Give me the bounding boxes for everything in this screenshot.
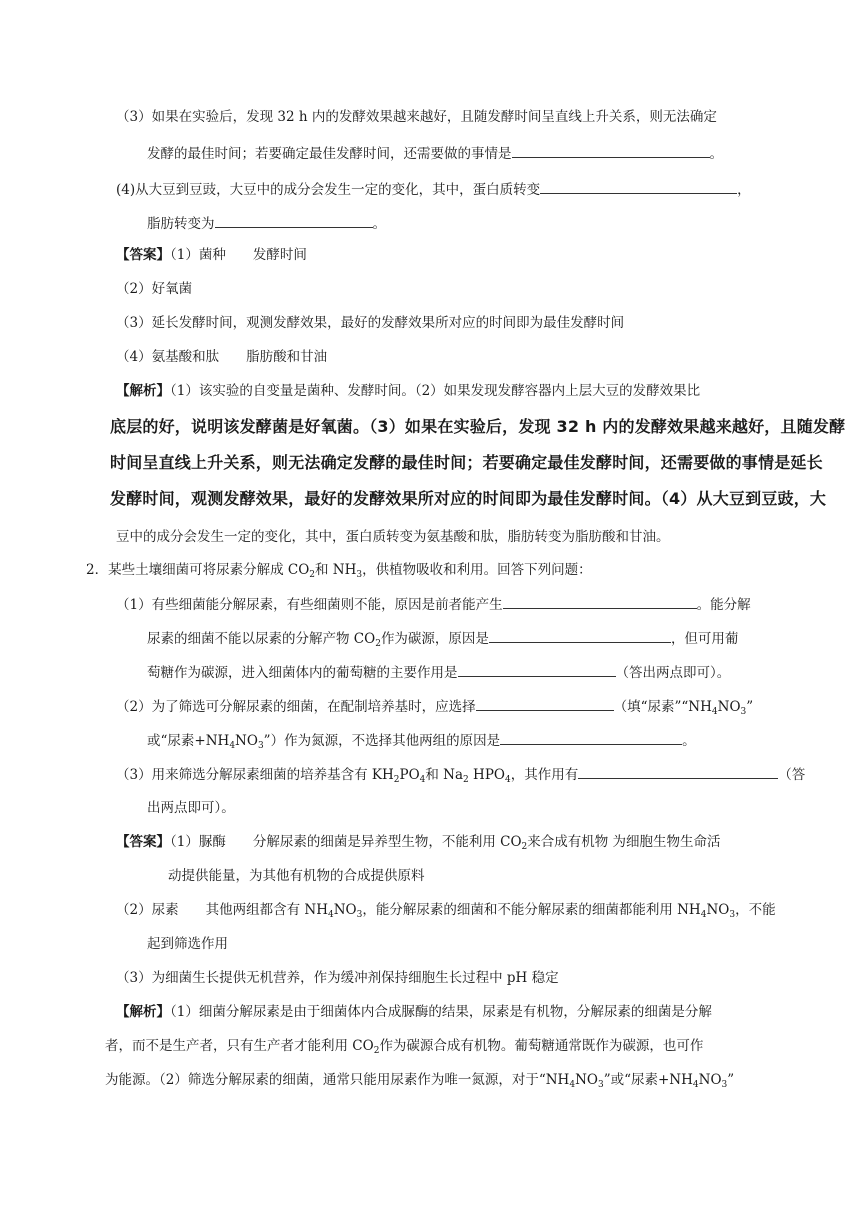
q1-part3-line1: （3）如果在实验后，发现 32 h 内的发酵效果越来越好，且随发酵时间呈直线上升关系，则无法确定 [116, 109, 717, 125]
q2-part2-line1: （2）为了筛选可分解尿素的细菌，在配制培养基时，应选择 （填“尿素$”“NH_4NO_3$” [116, 699, 754, 717]
analysis-label: 【解析】 [116, 383, 170, 399]
analysis-label: 【解析】 [116, 1004, 170, 1020]
answer-blank [215, 214, 373, 228]
answer-blank [458, 663, 616, 677]
q2-analysis-line2: 者，而不是生产者，只有生产者才能利用 $CO_2$作为碳源合成有机物。葡萄糖通常既作为碳源，也可作 [105, 1038, 704, 1056]
answer-blank [540, 180, 737, 194]
q2-answer-line3: （2）尿素 其他两组都含有 $NH_4NO_3$，能分解尿素的细菌和不能分解尿素的细菌都能利用 $NH_4NO_3$，不能 [116, 902, 776, 920]
q2-part3-line1: （3）用来筛选分解尿素细菌的培养基含有 $KH_2PO_4$和 $Na_2$ $HPO_4$，其作用有 （答 [116, 767, 806, 785]
q2-analysis-line1: 【解析】（1）细菌分解尿素是由于细菌体内合成脲酶的结果，尿素是有机物，分解尿素的细菌是分解 [116, 1004, 712, 1020]
q2-stem: 2．某些土壤细菌可将尿素分解成 $CO_2$和 $NH_3$，供植物吸收和利用。回答下列问题： [86, 562, 592, 580]
answer-label: 【答案】 [116, 247, 170, 263]
q2-analysis-line3: 为能源。（2）筛选分解尿素的细菌，通常只能用尿素作为唯一氮源，对于“$NH_4NO_3$”或“尿素$+NH_4NO_3$” [105, 1072, 735, 1090]
q1-answer-line2: （2）好氧菌 [116, 281, 193, 297]
q1-answer-line1: 【答案】（1）菌种 发酵时间 [116, 247, 307, 263]
q1-part4-line2: 脂肪转变为 。 [147, 216, 386, 232]
q2-part2-line2: 或“尿素$+NH_4NO_3$”）作为氮源，不选择其他两组的原因是 。 [147, 733, 696, 751]
answer-blank [476, 697, 614, 711]
q2-part1-line1: （1）有些细菌能分解尿素，有些细菌则不能，原因是前者能产生 。能分解 [116, 597, 751, 613]
q1-analysis-line2: 底层的好，说明该发酵菌是好氧菌。（3）如果在实验后，发现 32 h 内的发酵效果越来越好，且随发酵 [110, 417, 846, 436]
answer-blank [489, 629, 671, 643]
answer-blank [578, 765, 778, 779]
q1-analysis-line5: 豆中的成分会发生一定的变化，其中，蛋白质转变为氨基酸和肽，脂肪转变为脂肪酸和甘油。 [116, 529, 670, 545]
answer-blank [512, 144, 710, 158]
q1-part3-line2: 发酵的最佳时间；若要确定最佳发酵时间，还需要做的事情是 。 [147, 146, 723, 162]
q1-part4-line1: (4)从大豆到豆豉，大豆中的成分会发生一定的变化，其中，蛋白质转变 ， [116, 182, 751, 198]
answer-blank [500, 731, 682, 745]
q1-answer-line4: （4）氨基酸和肽 脂肪酸和甘油 [116, 349, 328, 365]
q2-answer-line5: （3）为细菌生长提供无机营养，作为缓冲剂保持细胞生长过程中 pH 稳定 [116, 970, 559, 986]
q2-part1-line2: 尿素的细菌不能以尿素的分解产物 $CO_2$作为碳源，原因是 ，但可用葡 [147, 631, 739, 649]
answer-label: 【答案】 [116, 834, 170, 850]
q1-analysis-line1: 【解析】（1）该实验的自变量是菌种、发酵时间。（2）如果发现发酵容器内上层大豆的发酵效果比 [116, 383, 701, 399]
q2-answer-line1: 【答案】（1）脲酶 分解尿素的细菌是异养型生物，不能利用 $CO_2$来合成有机物 为细胞生物生命活 [116, 834, 721, 852]
q1-analysis-line3: 时间呈直线上升关系，则无法确定发酵的最佳时间；若要确定最佳发酵时间，还需要做的事情是延长 [110, 453, 823, 472]
q2-answer-line4: 起到筛选作用 [147, 936, 228, 952]
q1-analysis-line4: 发酵时间，观测发酵效果，最好的发酵效果所对应的时间即为最佳发酵时间。（4）从大豆到豆豉，大 [110, 489, 827, 508]
q2-answer-line2: 动提供能量，为其他有机物的合成提供原料 [168, 868, 425, 884]
q2-part1-line3: 萄糖作为碳源，进入细菌体内的葡萄糖的主要作用是 （答出两点即可）。 [147, 665, 731, 681]
q1-answer-line3: （3）延长发酵时间，观测发酵效果，最好的发酵效果所对应的时间即为最佳发酵时间 [116, 315, 625, 331]
answer-blank [503, 595, 697, 609]
q2-part3-line2: 出两点即可）。 [147, 800, 235, 816]
